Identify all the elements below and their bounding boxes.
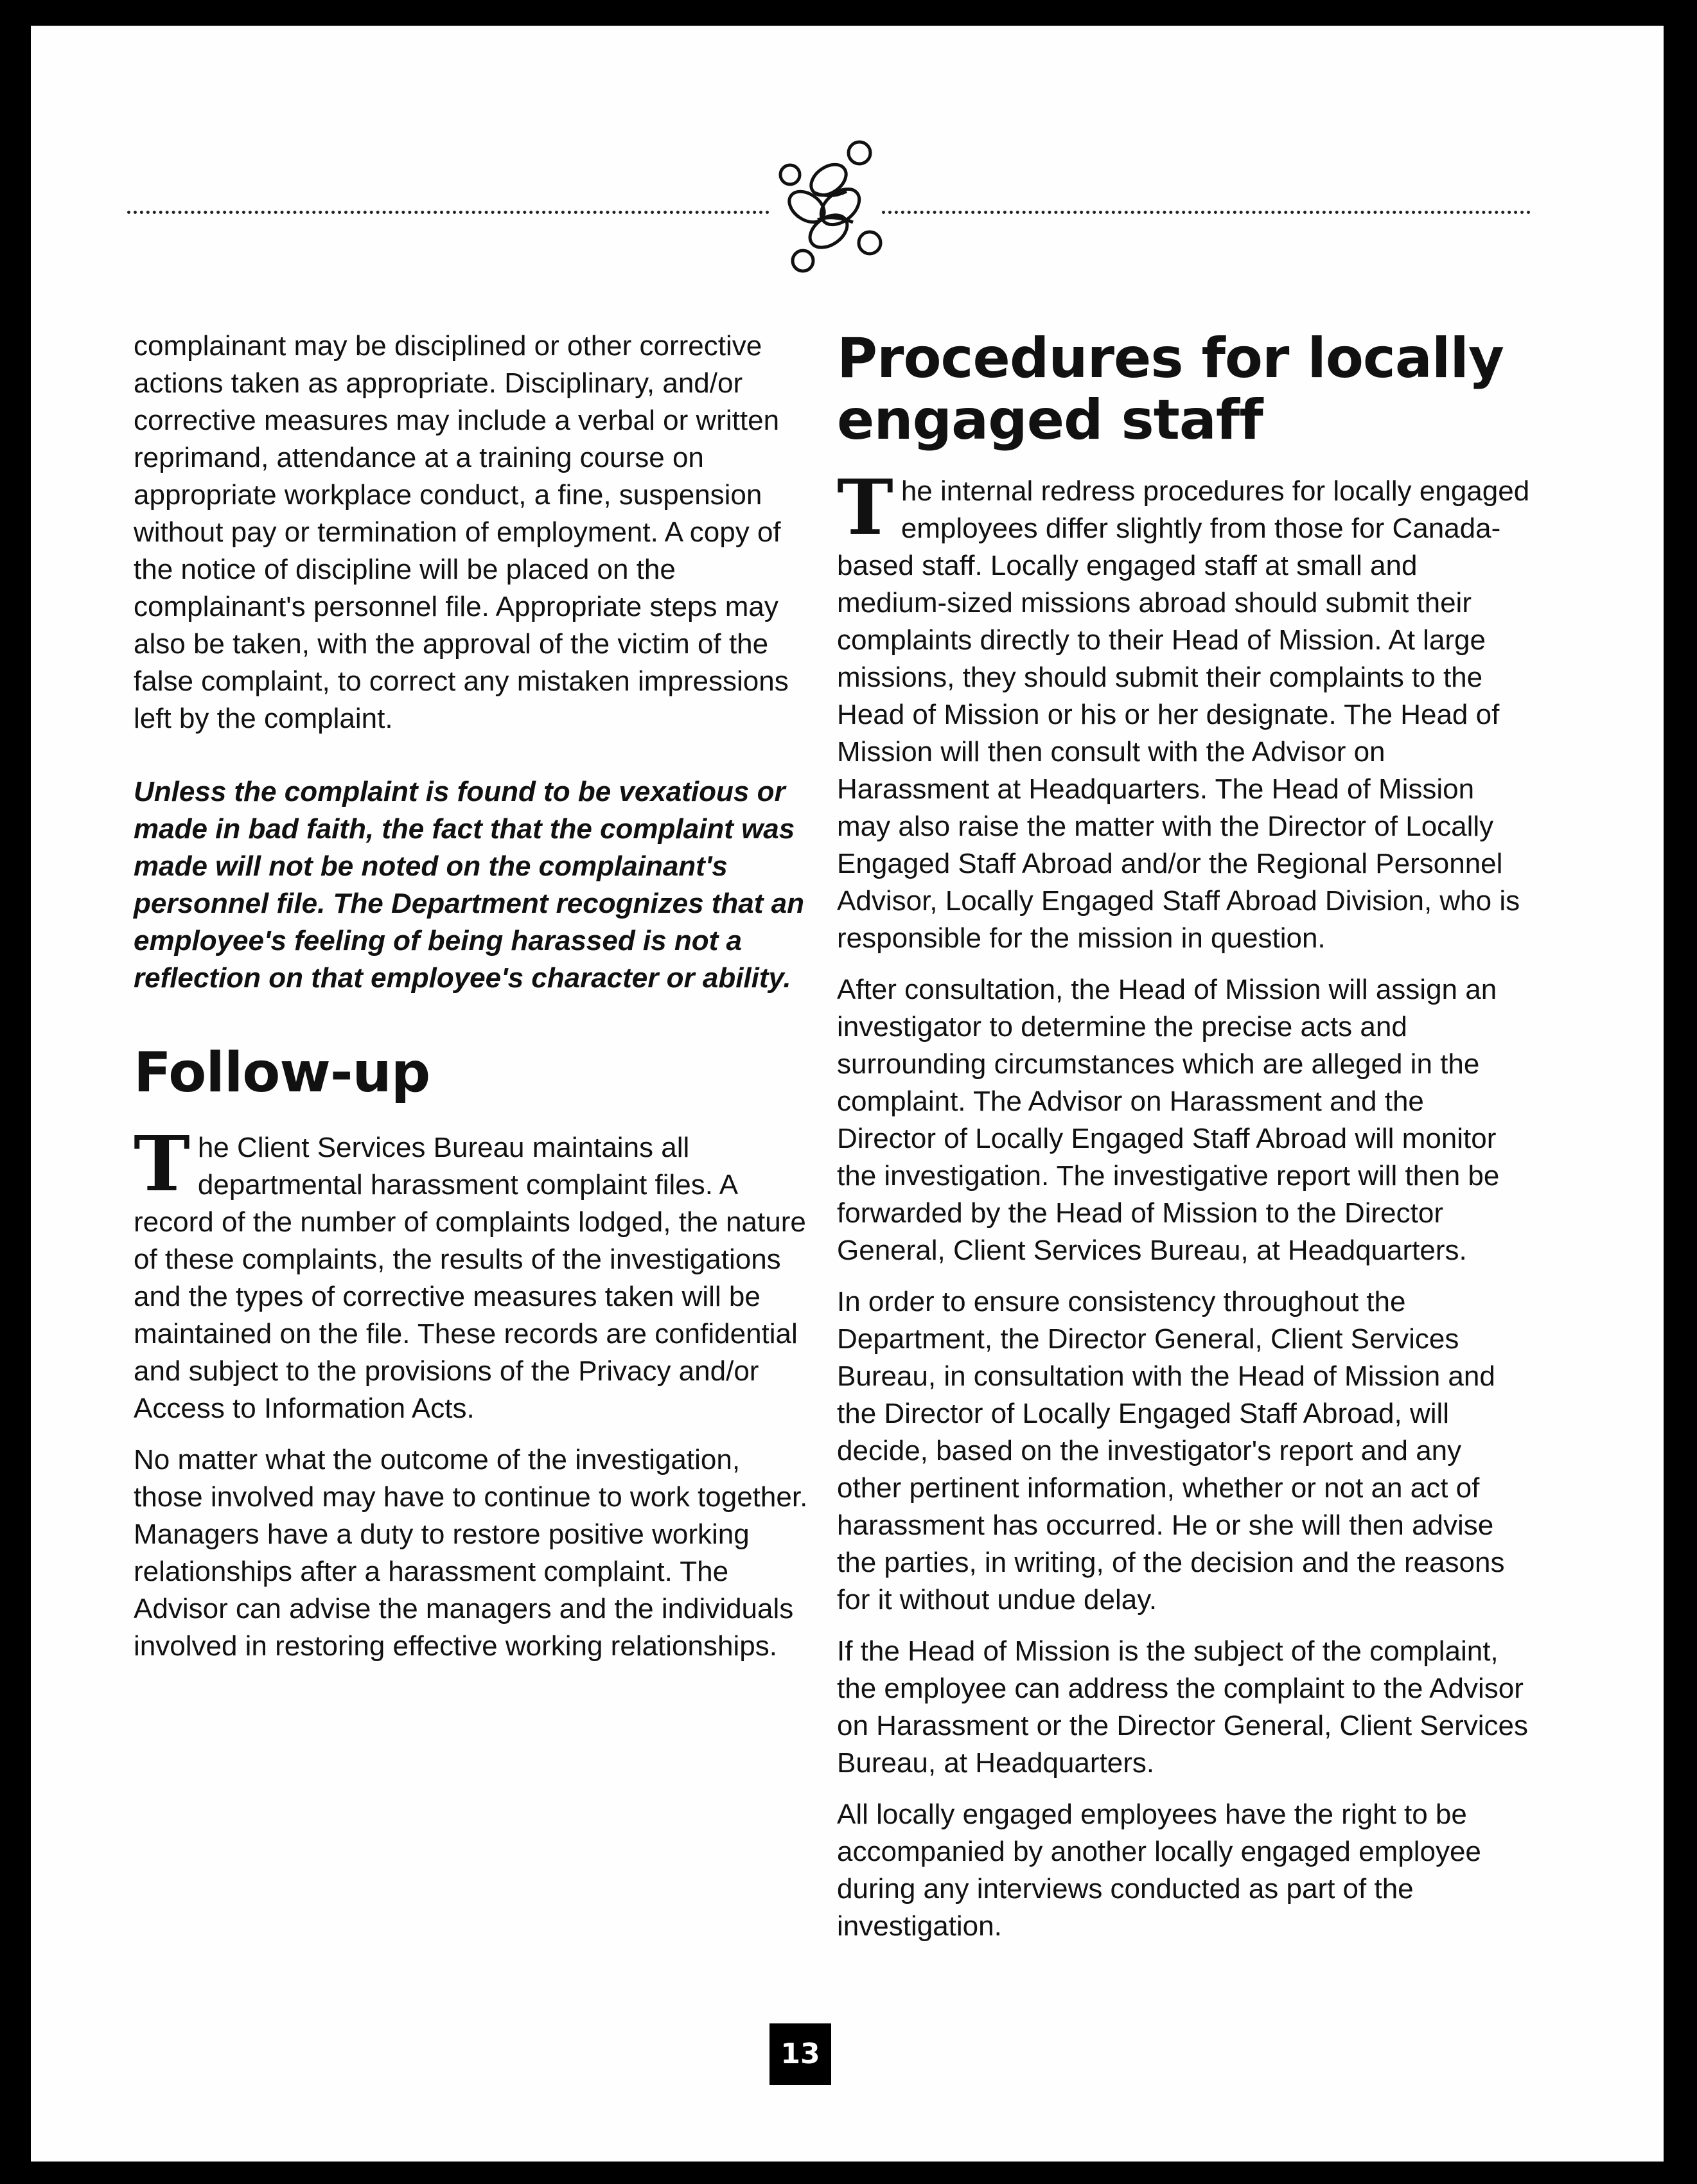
procedures-paragraph-1-text: he internal redress procedures for locally engaged employees differ slightly from those for Canada-based staff. Locally engaged staff at small and medium-sized missions abroad should submit their complaints directly to their Head of Mission. At large missions, they should submit their complaints to the Head of Mission or his or her designate. The Head of Mission will then consult with the Advisor on Harassment at Headquarters. The Head of Mission may also raise the matter with the Director of Locally Engaged Staff Abroad and/or the Regional Personnel Advisor, Locally Engaged Staff Abroad Division, who is responsible for the mission in question. [837,475,1530,954]
followup-paragraph-1 [134,1119,808,1427]
followup-paragraph-1-text: he Client Services Bureau maintains all departmental harassment complaint files. A record of the number of complaints lodged, the nature of these complaints, the results of the investigations and the types of corrective measures taken will be maintained on the file. These records are confidential and subject to the provisions of the Privacy and/or Access to Information Acts. [134,1132,806,1424]
procedures-paragraph-5: All locally engaged employees have the right to be accompanied by another locally engaged employee during any interviews conducted as part of the investigation. [837,1799,1481,1942]
followup-paragraph-2: No matter what the outcome of the investigation, those involved may have to continue to work together. Managers have a duty to restore positive working relationships after a harassment complaint. The Advisor can advise the managers and the individuals involved in restoring effective working relationships. [134,1444,808,1662]
drop-cap: T [837,462,893,552]
dotted-rule-right [882,211,1531,214]
procedures-paragraph-3: In order to ensure consistency throughout the Department, the Director General, Client Services Bureau, in consultation with the Head of Mission and the Director of Locally Engaged Staff Abroad, will decide, based on the investigator's report and any other pertinent information, whether or not an act of harassment has occurred. He or she will then advise the parties, in writing, of the decision and the reasons for it without undue delay. [837,1286,1505,1616]
followup-heading: Follow-up [134,1041,430,1105]
right-column [837,328,1531,1959]
emphasis-paragraph: Unless the complaint is found to be vexatious or made in bad faith, the fact that the complaint was made will not be noted on the complainant's personnel file. The Department recognizes that an employee's feeling of being harassed is not a reflection on that employee's character or ability. [134,776,804,994]
dotted-rule-left [127,211,769,214]
interlocking-rings-ornament-icon [757,135,904,283]
page-number: 13 [769,2023,831,2085]
procedures-paragraph-4: If the Head of Mission is the subject of the complaint, the employee can address the complaint to the Advisor on Harassment or the Director General, Client Services Bureau, at Headquarters. [837,1635,1528,1779]
drop-cap: T [134,1119,190,1208]
procedures-heading: Procedures for locally engaged staff [837,326,1504,452]
left-column [134,328,808,1679]
procedures-paragraph-1 [837,462,1531,957]
procedures-paragraph-2: After consultation, the Head of Mission will assign an investigator to determine the precise acts and surrounding circumstances which are alleged in the complaint. The Advisor on Harassment and the Director of Locally Engaged Staff Abroad will monitor the investigation. The investigative report will then be forwarded by the Head of Mission to the Director General, Client Services Bureau, at Headquarters. [837,974,1500,1266]
document-page [31,26,1664,2162]
body-paragraph: complainant may be disciplined or other corrective actions taken as appropriate. Disciplinary, and/or corrective measures may include a verbal or written reprimand, attendance at a training course on appropriate workplace conduct, a fine, suspension without pay or termination of employment. A copy of the notice of discipline will be placed on the complainant's personnel file. Appropriate steps may also be taken, with the approval of the victim of the false complaint, to correct any mistaken impressions left by the complaint. [134,330,789,734]
